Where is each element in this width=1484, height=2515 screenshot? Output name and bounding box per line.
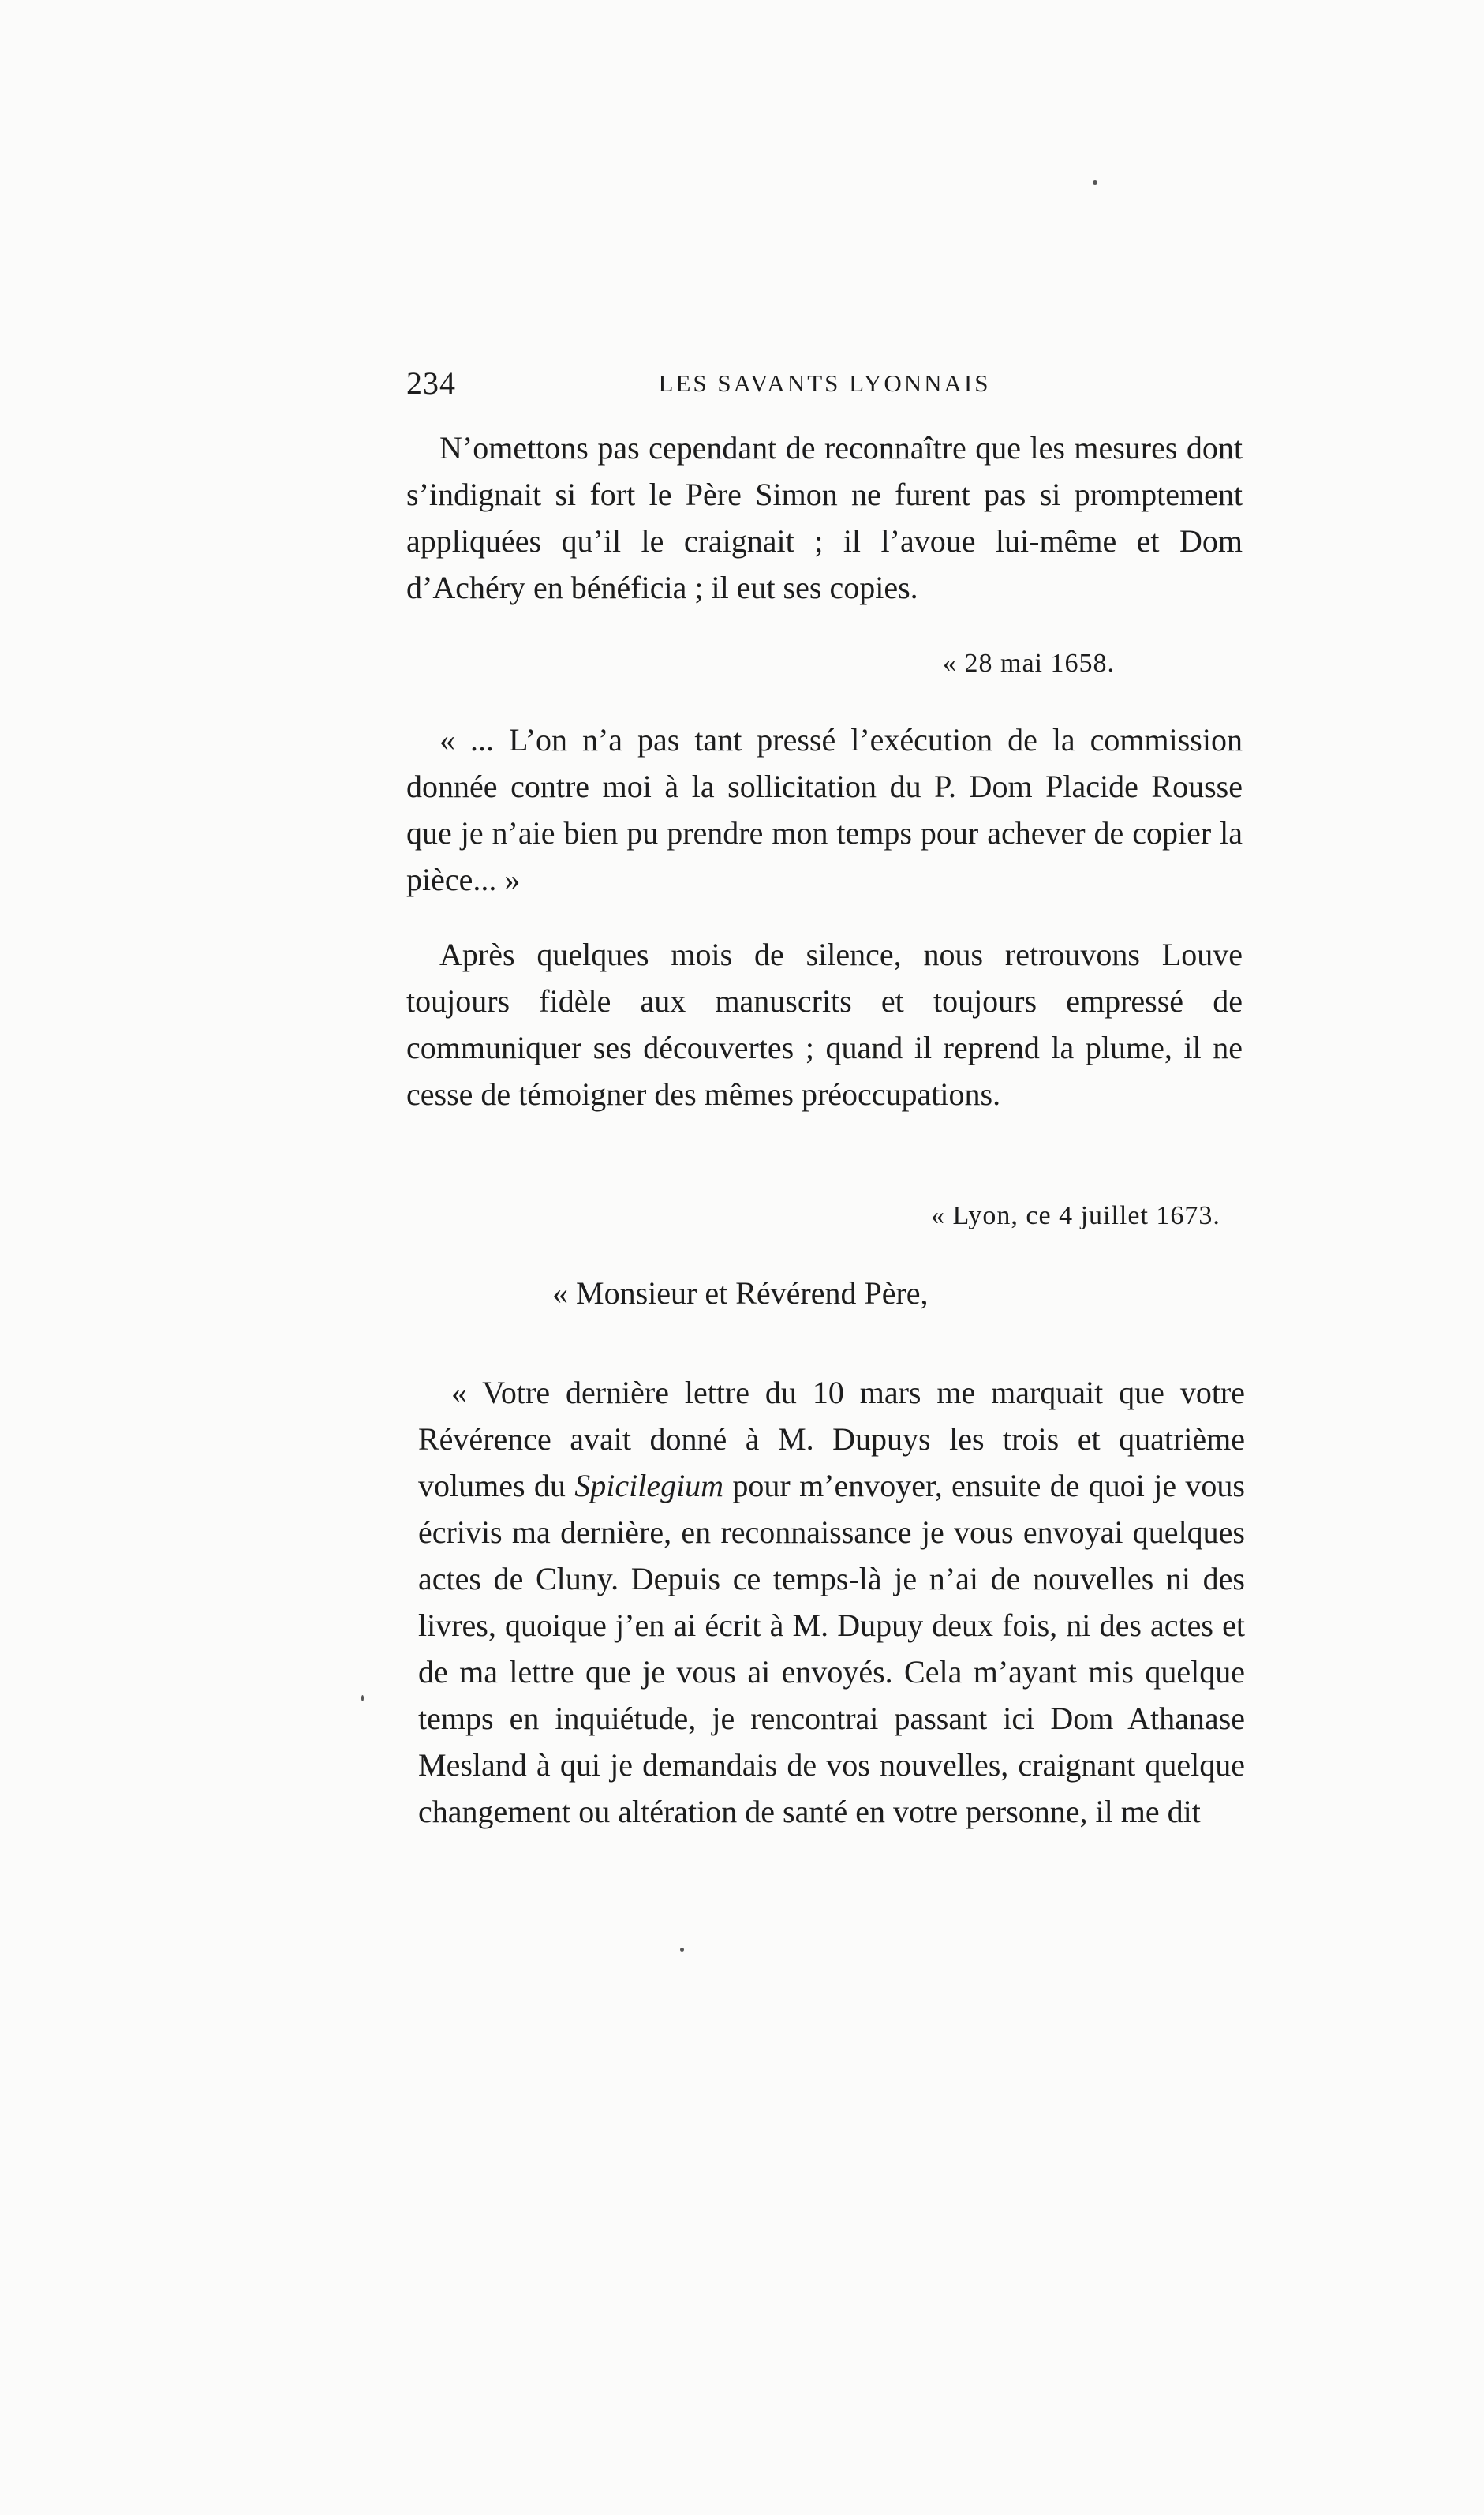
salutation: « Monsieur et Révérend Père, — [552, 1275, 929, 1311]
quote-2-part-2: pour m’envoyer, ensuite de quoi je vous écrivis ma dernière, en reconnaissance je vous envoyai quelques actes de Cluny. Depuis ce temps-là je n’ai de nouvelles ni des livres, quoique j’en ai écrit à M. Dupuy deux fois, ni des actes et de ma lettre que je vous ai envoyés. Cela m’ayant mis quelque temps en inquiétude, je rencontrai passant ici Dom Athanase Mesland à qui je demandais de vos nouvelles, craignant quelque changement ou altération de santé en votre personne, il me dit — [418, 1468, 1245, 1829]
print-speck — [361, 1695, 364, 1701]
dateline-2: « Lyon, ce 4 juillet 1673. — [931, 1201, 1220, 1230]
quote-1 — [406, 717, 1243, 903]
quote-2-part-1: « Votre dernière lettre du 10 mars me marquait que votre Révérence avait donné à M. Dupuys les trois et quatrième volumes du — [418, 1375, 1245, 1503]
page-header — [406, 365, 1243, 412]
print-speck — [680, 1948, 684, 1952]
quote-1-text: « ... L’on n’a pas tant pressé l’exécution de la commission donnée contre moi à la sollicitation du P. Dom Placide Rousse que je n’aie bien pu prendre mon temps pour achever de copier la pièce... » — [406, 722, 1243, 897]
paragraph-1-text: N’omettons pas cependant de reconnaître que les mesures dont s’indignait si fort le Père Simon ne furent pas si promptement appliquées qu’il le craignait ; il l’avoue lui-même et Dom d’Achéry en bénéficia ; il eut ses copies. — [406, 430, 1243, 605]
quote-2 — [418, 1369, 1245, 1835]
paragraph-2 — [406, 931, 1243, 1117]
running-title: LES SAVANTS LYONNAIS — [658, 369, 991, 397]
dateline-1: « 28 mai 1658. — [943, 649, 1115, 678]
paragraph-2-text: Après quelques mois de silence, nous retrouvons Louve toujours fidèle aux manuscrits et toujours empressé de communiquer ses découvertes ; quand il reprend la plume, il ne cesse de témoigner des mêmes préoccupations. — [406, 937, 1243, 1112]
spicilegium-title: Spicilegium — [574, 1468, 724, 1503]
quote-2-text — [418, 1369, 1245, 1835]
page-number: 234 — [406, 365, 456, 401]
paragraph-1 — [406, 425, 1243, 611]
print-speck — [1093, 180, 1097, 185]
